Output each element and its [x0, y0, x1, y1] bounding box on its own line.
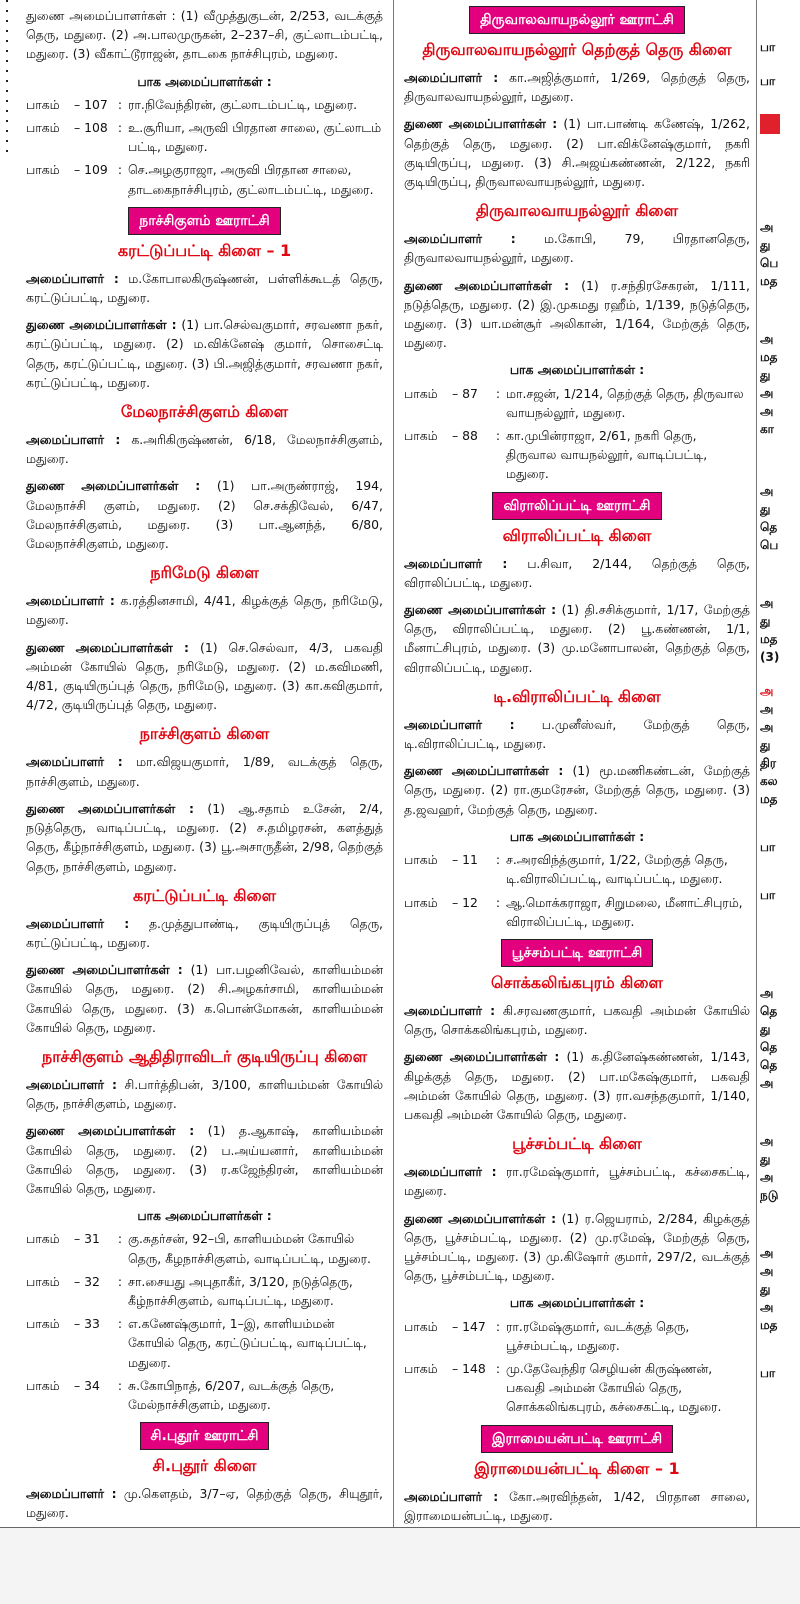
fragment-line: தெ — [760, 1058, 778, 1072]
deputies: துணை அமைப்பாளர்கள் : (1) பா.பழனிவேல், காளியம்மன் கோயில் தெரு, மதுரை. (2) சி.அழகர்சாமி, காளியம்மன் கோயில் தெரு, மதுரை. (3) க.பொன்மோகன், காளியம்மன் கோயில் தெரு, மதுரை. — [26, 962, 383, 1035]
deputies: துணை அமைப்பாளர்கள் : (1) ர.ஜெயராம், 2/284, கிழக்குத் தெரு, பூச்சம்பட்டி, மதுரை. (2) மு.ரமேஷ், மேற்குத் தெரு, பூச்சம்பட்டி, மதுரை. (3) மு.கிஷோர் குமார், 297/2, வடக்குத் தெரு, பூச்சம்பட்டி, மதுரை. — [404, 1210, 750, 1284]
fragment-line: அ — [760, 484, 774, 498]
fragment-line: அ — [760, 1246, 774, 1260]
pagam-row: பாகம் – 109 : செ.அழகுராஜா, அருவி பிரதான சாலை, தாடகைநாச்சிபுரம், குட்லாடம்பட்டி, மதுரை. — [26, 162, 374, 197]
deputies: துணை அமைப்பாளர்கள் : (1) தி.சசிக்குமார், 1/17, மேற்குத் தெரு, விராலிப்பட்டி, மதுரை. (2) பூ.கண்ணன், 1/1, மீனாட்சிபுரம், மதுரை. (3) மு.மனோபாலன், தெற்குத் தெரு, விராலிப்பட்டி, மதுரை. — [404, 602, 750, 675]
pagam-row: பாகம் – 88 : கா.முபின்ராஜா, 2/61, நகரி தெரு, திருவால வாயநல்லூர், வாடிப்பட்டி, மதுரை. — [404, 428, 708, 482]
fragment-line: அ — [760, 986, 774, 1000]
pagam-row: பாகம் – 108 : உ.சூரியா, அருவி பிரதான சாலை, குட்லாடம் பட்டி, மதுரை. — [26, 120, 382, 155]
fragment-line: பா — [760, 1366, 776, 1380]
pagam-heading: பாக அமைப்பாளர்கள் : — [509, 828, 645, 844]
organizer: அமைப்பாளர் : க.அரிகிருஷ்ணன், 6/18, மேலநாச்சிகுளம், மதுரை. — [26, 432, 383, 467]
deputies: துணை அமைப்பாளர்கள் : (1) ஆ.சதாம் உசேன், 2/4, நடுத்தெரு, வாடிப்பட்டி, மதுரை. (2) ச.தமிழரசன், களத்துத் தெரு, கீழ்நாச்சிகுளம், மதுரை. (3) பூ.அசாருதீன், 2/98, தெற்குத் தெரு, நாச்சிகுளம், மதுரை. — [26, 800, 383, 874]
fragment-line: தெ — [760, 1040, 778, 1054]
fragment-line: து — [760, 738, 771, 752]
fragment-line: நடு — [760, 1188, 779, 1202]
panchayat-band: இராமையன்பட்டி ஊராட்சி — [481, 1425, 673, 1453]
fragment-line: அ — [760, 332, 774, 346]
left-edge-dots — [6, 0, 8, 160]
pagam-row: பாகம் – 12 : ஆ.மொக்கராஜா, சிறுமலை, மீனாட்சிபுரம், விராலிப்பட்டி, மதுரை. — [404, 894, 743, 929]
fragment-line: மத — [760, 632, 778, 646]
left-column — [26, 6, 383, 1577]
organizer: அமைப்பாளர் : மு.கௌதம், 3/7–ஏ, தெற்குத் தெரு, சியுதூர், மதுரை. — [26, 1486, 383, 1521]
organizer: அமைப்பாளர் : மா.விஜயகுமார், 1/89, வடக்குத் தெரு, நாச்சிகுளம், மதுரை. — [26, 754, 383, 789]
right-column-cutoff — [760, 38, 800, 1382]
pagam-heading: பாக அமைப்பாளர்கள் : — [509, 1295, 645, 1311]
branch-heading: டி.விராலிப்பட்டி கிளை — [493, 686, 661, 706]
organizer: அமைப்பாளர் : ம.கோபாலகிருஷ்ணன், பள்ளிக்கூடத் தெரு, கரட்டுப்பட்டி, மதுரை. — [26, 270, 383, 306]
fragment-line: அ — [760, 1264, 774, 1278]
organizer: அமைப்பாளர் : க.ரத்தினசாமி, 4/41, கிழக்குத் தெரு, நரிமேடு, மதுரை. — [26, 593, 383, 628]
organizer: அமைப்பாளர் : கி.சரவணகுமார், பகவதி அம்மன் கோயில் தெரு, சொக்கலிங்கபுரம், மதுரை. — [404, 1002, 750, 1038]
organizer: அமைப்பாளர் : ரா.ரமேஷ்குமார், பூச்சம்பட்டி, கச்சைகட்டி, மதுரை. — [404, 1164, 750, 1199]
branch-heading: விராலிப்பட்டி கிளை — [502, 525, 652, 545]
fragment-line: பா — [760, 74, 776, 88]
fragment-line: அ — [760, 1300, 774, 1314]
branch-heading: நாச்சிகுளம் ஆதிதிராவிடர் குடியிருப்பு கிளை — [41, 1046, 368, 1066]
fragment-line: பா — [760, 40, 776, 54]
column-divider-2 — [756, 0, 757, 1528]
branch-heading: திருவாலவாயநல்லூர் கிளை — [475, 201, 679, 221]
panchayat-band: திருவாலவாயநல்லூர் ஊராட்சி — [469, 6, 685, 34]
pagam-heading: பாக அமைப்பாளர்கள் : — [137, 1208, 272, 1224]
organizer: அமைப்பாளர் : ப.சிவா, 2/144, தெற்குத் தெரு, விராலிப்பட்டி, மதுரை. — [404, 555, 750, 590]
branch-heading: பூச்சம்பட்டி கிளை — [512, 1134, 642, 1154]
fragment-line: பா — [760, 888, 776, 902]
fragment-line: து — [760, 368, 771, 382]
red-marker-box — [760, 114, 780, 134]
fragment-line: மத — [760, 792, 778, 806]
branch-heading: திருவாலவாயநல்லூர் தெற்குத் தெரு கிளை — [422, 40, 732, 59]
pagam-row: பாகம் – 87 : மா.சஜன், 1/214, தெற்குத் தெரு, திருவால வாயநல்லூர், மதுரை. — [404, 385, 744, 420]
fragment-line: அ — [760, 684, 774, 698]
fragment-line: அ — [760, 1170, 774, 1184]
fragment-line: அ — [760, 1134, 774, 1148]
deputies: துணை அமைப்பாளர்கள் : (1) பா.செல்வகுமார், சரவணா நகர், கரட்டுப்பட்டி, மதுரை. (2) ம.விக்னேஷ் குமார், சொசைட்டி தெரு, கரட்டுப்பட்டி, மதுரை. (3) பி.அஜித்குமார், சரவணா நகர், கரட்டுப்பட்டி, மதுரை. — [26, 317, 383, 390]
fragment-line: அ — [760, 720, 774, 734]
deputies: துணை அமைப்பாளர்கள் : (1) க.தினேஷ்கண்ணன், 1/143, கிழக்குத் தெரு, மதுரை. (2) பா.மகேஷ்குமார், பகவதி அம்மன் கோயில் தெரு, மதுரை. (3) ரா.வசந்தகுமார், 1/140, பகவதி அம்மன் கோயில் தெரு, மதுரை. — [404, 1049, 750, 1122]
fragment-line: பா — [760, 840, 776, 854]
fragment-line: து — [760, 502, 771, 516]
fragment-line: து — [760, 1282, 771, 1296]
pagam-row: பாகம் – 107 : ரா.நிவேந்திரன், குட்லாடம்பட்டி, மதுரை. — [26, 96, 358, 112]
fragment-line: து — [760, 614, 771, 628]
top-deputies: துணை அமைப்பாளர்கள் : (1) வீமுத்துகுடன், 2/253, வடக்குத் தெரு, மதுரை. (2) அ.பாலமுருகன், 2–237–சி, குட்லாடம்பட்டி, மதுரை. (3) வீகாட்டூராஜன், தாடகை நாச்சிபுரம், மதுரை. — [26, 8, 383, 62]
fragment-line: அ — [760, 702, 774, 716]
pagam-row: பாகம் – 148 : மு.தேவேந்திர செழியன் கிருஷ்ணன், பகவதி அம்மன் கோயில் தெரு, சொக்கலிங்கபுரம், கச்சைகட்டி, மதுரை. — [404, 1360, 722, 1415]
panchayat-band: நாச்சிகுளம் ஊராட்சி — [128, 207, 280, 235]
pagam-heading: பாக அமைப்பாளர்கள் : — [509, 362, 645, 378]
fragment-line: அ — [760, 386, 774, 400]
fragment-line: கல — [760, 774, 778, 788]
deputies: துணை அமைப்பாளர்கள் : (1) மூ.மணிகண்டன், மேற்குத் தெரு, மதுரை. (2) ரா.குமரேசன், மேற்குத் தெரு, மதுரை. (3) த.ஜவஹர், மேற்குத் தெரு, மதுரை. — [404, 763, 750, 817]
fragment-line: கா — [760, 422, 774, 436]
organizer: அமைப்பாளர் : கோ.அரவிந்தன், 1/42, பிரதான சாலை, இராமையன்பட்டி, மதுரை. — [404, 1488, 750, 1523]
fragment-line: மத — [760, 1318, 778, 1332]
fragment-line: து — [760, 1152, 771, 1166]
organizer: அமைப்பாளர் : த.முத்துபாண்டி, குடியிருப்புத் தெரு, கரட்டுப்பட்டி, மதுரை. — [26, 915, 383, 950]
fragment-line: மத — [760, 350, 778, 364]
fragment-line: அ — [760, 220, 774, 234]
panchayat-band: விராலிப்பட்டி ஊராட்சி — [492, 492, 661, 520]
organizer: அமைப்பாளர் : சி.பார்த்திபன், 3/100, காளியம்மன் கோயில் தெரு, நாச்சிகுளம், மதுரை. — [26, 1076, 383, 1112]
branch-heading: சொக்கலிங்கபுரம் கிளை — [491, 972, 663, 992]
branch-heading: கரட்டுப்பட்டி கிளை – 1 — [117, 240, 292, 260]
organizer: அமைப்பாளர் : கா.அஜித்குமார், 1/269, தெற்குத் தெரு, திருவாலவாயநல்லூர், மதுரை. — [404, 70, 750, 105]
branch-heading: நரிமேடு கிளை — [150, 563, 259, 583]
fragment-line: (3) — [760, 650, 780, 664]
deputies: துணை அமைப்பாளர்கள் : (1) பா.பாண்டி கணேஷ், 1/262, தெற்குத் தெரு, மதுரை. (2) பா.விக்னேஷ்குமார், நகரி குடியிருப்பு, மதுரை. (3) சி.அஜய்கண்ணன், 2/122, நகரி குடியிருப்பு, திருவாலவாயநல்லூர், மதுரை. — [404, 116, 750, 190]
bottom-margin — [0, 1528, 800, 1604]
organizer: அமைப்பாளர் : ம.கோபி, 79, பிரதானதெரு, திருவாலவாயநல்லூர், மதுரை. — [404, 231, 750, 266]
fragment-line: அ — [760, 596, 774, 610]
fragment-line: து — [760, 1022, 771, 1036]
pagam-row: பாகம் – 147 : ரா.ரமேஷ்குமார், வடக்குத் தெரு, பூச்சம்பட்டி, மதுரை. — [404, 1318, 690, 1353]
branch-heading: சி.புதூர் கிளை — [152, 1456, 257, 1476]
deputies: துணை அமைப்பாளர்கள் : (1) செ.செல்வா, 4/3, பகவதி அம்மன் கோயில் தெரு, நரிமேடு, மதுரை. (2) ம.கவிமணி, 4/81, குடியிருப்புத் தெரு, நரிமேடு, மதுரை. (3) கா.கவிகுமார், 4/72, குடியிருப்புத் தெரு, மதுரை. — [26, 639, 383, 713]
pagam-row: பாகம் – 33 : எ.கணேஷ்குமார், 1–இ, காளியம்மன் கோயில் தெரு, கரட்டுப்பட்டி, வாடிப்பட்டி, மதுரை. — [26, 1316, 367, 1370]
pagam-heading: பாக அமைப்பாளர்கள் : — [137, 73, 272, 89]
pagam-row: பாகம் – 34 : சு.கோபிநாத், 6/207, வடக்குத் தெரு, மேல்நாச்சிகுளம், மதுரை. — [26, 1377, 335, 1412]
fragment-line: து — [760, 238, 771, 252]
branch-heading: மேலநாச்சிகுளம் கிளை — [120, 402, 289, 422]
fragment-line: பெ — [760, 256, 779, 270]
fragment-line: பெ — [760, 538, 779, 552]
fragment-line: தெ — [760, 1004, 778, 1018]
middle-column — [404, 4, 750, 1533]
pagam-row: பாகம் – 32 : சா.சையது அபுதாகீர், 3/120, நடுத்தெரு, கீழ்நாச்சிகுளம், வாடிப்பட்டி, மதுரை. — [26, 1273, 353, 1308]
organizer: அமைப்பாளர் : ப.முனீஸ்வர், மேற்குத் தெரு, டி.விராலிப்பட்டி, மதுரை. — [404, 716, 750, 752]
branch-heading: கரட்டுப்பட்டி கிளை — [132, 885, 277, 905]
pagam-row: பாகம் – 31 : கு.சுதர்சன், 92–பி, காளியம்மன் கோயில் தெரு, கீழநாச்சிகுளம், வாடிப்பட்டி, மதுரை. — [26, 1231, 371, 1266]
fragment-line: மத — [760, 274, 778, 288]
deputies: துணை அமைப்பாளர்கள் : (1) பா.அருண்ராஜ், 194, மேலநாச்சி குளம், மதுரை. (2) செ.சக்திவேல், 6/47, மேலநாச்சிகுளம், மதுரை. (3) பா.ஆனந்த், 6/80, மேலநாச்சிகுளம், மதுரை. — [26, 478, 383, 552]
fragment-line: தெ — [760, 520, 778, 534]
fragment-line: அ — [760, 1076, 774, 1090]
deputies: துணை அமைப்பாளர்கள் : (1) ர.சந்திரசேகரன், 1/111, நடுத்தெரு, மதுரை. (2) இ.முகமது ரஹீம், 1/139, நடுத்தெரு, மதுரை. (3) யா.மன்சூர் அலிகான், 1/164, மேற்குத் தெரு, மதுரை. — [404, 277, 750, 351]
branch-heading: இராமையன்பட்டி கிளை – 1 — [474, 1458, 680, 1478]
fragment-line: அ — [760, 404, 774, 418]
panchayat-band: பூச்சம்பட்டி ஊராட்சி — [501, 939, 653, 967]
column-divider-1 — [393, 0, 394, 1528]
fragment-line: திர — [760, 756, 777, 770]
deputies: துணை அமைப்பாளர்கள் : (1) த.ஆகாஷ், காளியம்மன் கோயில் தெரு, மதுரை. (2) ப.அய்யனார், காளியம்மன் கோயில் தெரு, மதுரை. (3) ர.கஜேந்திரன், காளியம்மன் கோயில் தெரு, மதுரை. — [26, 1123, 383, 1196]
pagam-row: பாகம் – 11 : ச.அரவிந்த்குமார், 1/22, மேற்குத் தெரு, டி.விராலிப்பட்டி, வாடிப்பட்டி, மதுரை. — [404, 852, 728, 887]
panchayat-band: சி.புதூர் ஊராட்சி — [140, 1422, 270, 1450]
branch-heading: நாச்சிகுளம் கிளை — [139, 724, 270, 744]
